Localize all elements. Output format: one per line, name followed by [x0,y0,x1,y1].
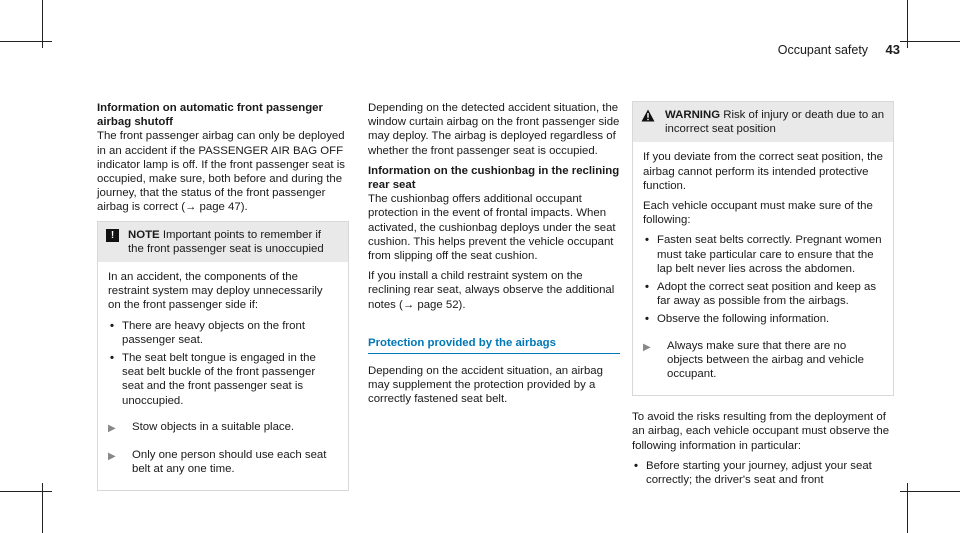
list-item: • Adopt the correct seat position and keep as far away as possible from the airbags. [645,281,877,308]
crop-mark [0,491,52,492]
note-box [97,221,349,492]
page-header [778,42,900,57]
heading-airbag-shutoff: Information on automatic front passenger airbag shutoff [97,102,323,129]
column-1 [97,101,349,491]
paragraph: The front passenger airbag can only be deployed in an accident if the PASSENGER AIR BAG OFF indicator lamp is off. If the front passenger seat is occupied, make sure, both before and during the journey, that the status of the front passenger airbag is correct (→ page 47). [97,130,345,214]
warning-label: WARNING [665,109,721,121]
warning-bullets [643,233,883,326]
paragraph: If you deviate from the correct seat position, the airbag cannot perform its intended protective function. [643,151,883,192]
play-arrow-icon: ▶ [108,422,116,434]
bullet-icon: • [110,319,114,332]
tip: ▶ Only one person should use each seat belt at any one time. [108,449,327,476]
paragraph: To avoid the risks resulting from the deployment of an airbag, each vehicle occupant must observe the following information in particular: [632,411,890,452]
note-header [98,222,348,262]
paragraph: The cushionbag offers additional occupant protection in the event of frontal impacts. When activated, the cushionbag deploys under the seat cushion. This helps prevent the vehicle occupant from slipping off the seat cushion. [368,193,616,263]
bullet-icon: • [645,234,649,247]
warning-header [633,102,893,142]
section-title: Occupant safety [777,43,869,57]
tip: ▶ Always make sure that there are no objects between the airbag and vehicle occupant. [643,339,864,381]
heading-cushionbag: Information on the cushionbag in the reclining rear seat [368,164,620,192]
list-item: • The seat belt tongue is engaged in the seat belt buckle of the front passenger seat and the front passenger seat is unoccupied. [110,352,316,407]
play-arrow-icon: ▶ [108,451,116,463]
paragraph: If you install a child restraint system on the reclining rear seat, always observe the additional notes (→ page 52). [368,270,615,311]
paragraph: Depending on the accident situation, an airbag may supplement the protection provided by a correctly fastened seat belt. [368,365,603,406]
bullet-icon: • [645,313,649,326]
paragraph: Depending on the detected accident situation, the window curtain airbag on the front passenger side may deploy. The airbag is deployed regardless of whether the front passenger seat is occupied. [368,102,620,157]
bullet-icon: • [645,281,649,294]
note-intro: In an accident, the components of the restraint system may deploy unnecessarily on the front passenger side if: [108,271,323,312]
exclamation-icon: ! [106,229,119,242]
bullet-icon: • [634,459,638,472]
warning-body [633,142,893,395]
crop-mark [900,491,960,492]
column-2 [368,101,620,413]
note-label: NOTE [128,228,160,241]
bullet-icon: • [110,352,114,365]
bullets [632,459,894,487]
warning-triangle-icon [641,109,655,122]
list-item: • Fasten seat belts correctly. Pregnant women must take particular care to ensure that the lap belt never lies across the abdomen. [645,234,882,275]
crop-mark [0,41,52,42]
note-bullets [108,319,338,408]
play-arrow-icon: ▶ [643,341,651,353]
column-3 [632,101,894,491]
tip: ▶ Stow objects in a suitable place. [108,420,338,436]
crop-mark [900,41,960,42]
warning-box [632,101,894,396]
list-item: • There are heavy objects on the front passenger seat. [110,319,305,346]
note-title: Important points to remember if the front passenger seat is unoccupied [128,228,324,255]
warning-title: Risk of injury or death due to an incorrect seat position [665,109,885,136]
list-item: • Observe the following information. [645,313,830,326]
paragraph: Each vehicle occupant must make sure of the following: [643,200,873,227]
note-body [98,262,348,490]
list-item: • Before starting your journey, adjust your seat correctly; the driver's seat and front [634,459,872,487]
section-heading-protection: Protection provided by the airbags [368,336,620,354]
page-number: 43 [885,42,900,57]
